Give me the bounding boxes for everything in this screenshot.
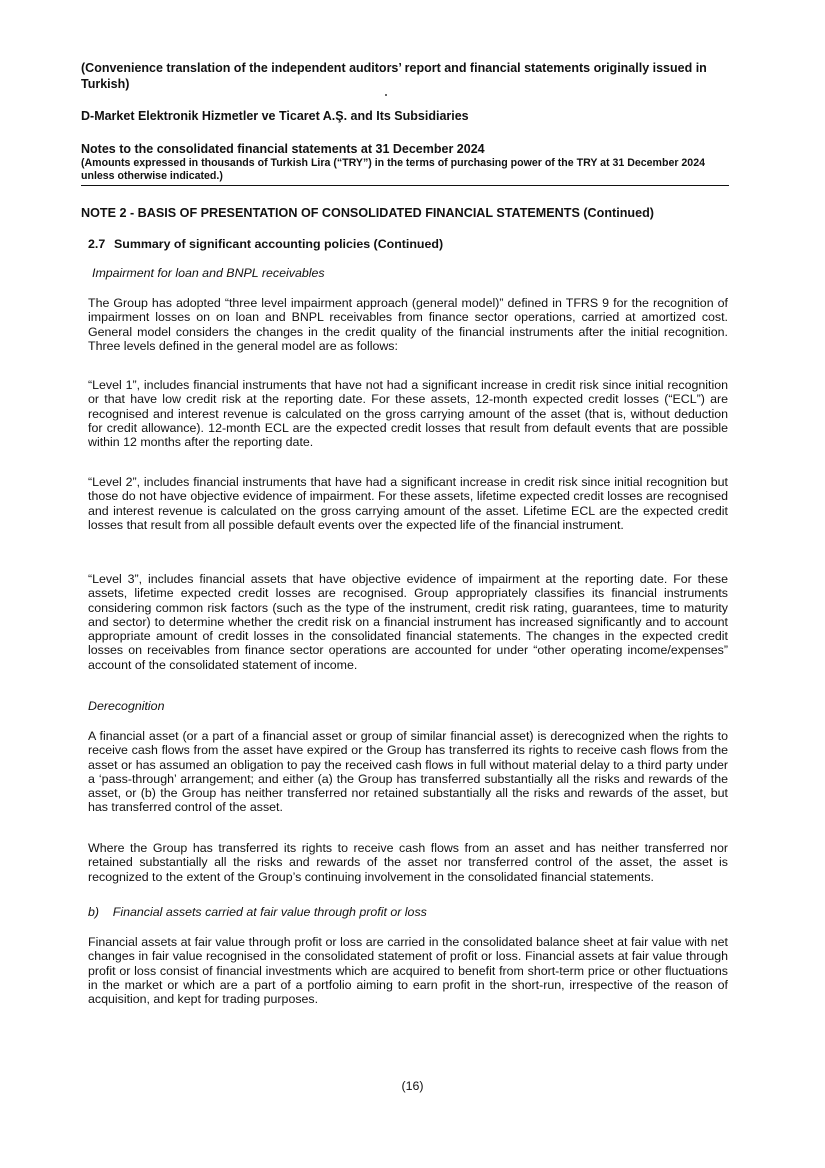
section-title: Summary of significant accounting policies (Continued) (114, 237, 444, 251)
convenience-translation-note: (Convenience translation of the independent auditors’ report and financial statements originally issued in Turkish) (81, 61, 707, 91)
paragraph-impairment-approach: The Group has adopted “three level impairment approach (general model)” defined in TFRS 9 for the recognition of impairment losses on on loan and BNPL receivables from finance sector operations, carried at amortized cost. General model considers the changes in the credit quality of the financial instruments after the initial recognition. Three levels defined in the general model are as follows: (88, 296, 728, 353)
section-heading (88, 236, 728, 252)
company-name: D-Market Elektronik Hizmetler ve Ticaret A.Ş. and Its Subsidiaries (81, 109, 469, 123)
note-title: NOTE 2 - BASIS OF PRESENTATION OF CONSOLIDATED FINANCIAL STATEMENTS (Continued) (81, 206, 655, 220)
paragraph-continuing-involvement: Where the Group has transferred its rights to receive cash flows from an asset and has neither transferred nor retained substantially all the risks and rewards of the asset nor transferred control of the asset, the asset is recognized to the extent of the Group’s continuing involvement in the consolidated financial statements. (88, 841, 728, 884)
stray-dot-mark (385, 94, 387, 96)
paragraph-level-2: “Level 2”, includes financial instruments that have had a significant increase in credit risk since initial recognition but those do not have objective evidence of impairment. For these assets, lifetime expected credit losses are recognised and interest revenue is calculated on the gross carrying amount of the asset. Lifetime ECL are the expected credit losses that result from all possible default events over the expected life of the financial instrument. (88, 475, 728, 532)
amounts-note: (Amounts expressed in thousands of Turkish Lira (“TRY”) in the terms of purchasing power of the TRY at 31 December 2024 unless otherwise indicated.) (81, 157, 705, 182)
paragraph-fvtpl: Financial assets at fair value through profit or loss are carried in the consolidated balance sheet at fair value with net changes in fair value recognised in the consolidated statement of profit or loss. Financial assets at fair value through profit or loss consist of financial investments which are acquired to benefit from short-term price or other fluctuations in the market or which are a part of a portfolio aiming to earn profit in the short-run, irrespective of the reason of acquisition, and kept for trading purposes. (88, 935, 728, 1007)
paragraph-level-3: “Level 3”, includes financial assets that have objective evidence of impairment at the reporting date. For these assets, lifetime expected credit losses are recognised. Group appropriately classifies its financial instruments considering common risk factors (such as the type of the instrument, credit risk rating, guarantees, time to maturity and sector) to determine whether the credit risk on a financial instrument has increased significantly and to account appropriate amount of credit losses in the consolidated financial statements. The changes in the expected credit losses on receivables from finance sector operations are accounted for under “other operating income/expenses” account of the consolidated statement of income. (88, 572, 728, 672)
notes-title: Notes to the consolidated financial statements at 31 December 2024 (81, 142, 485, 156)
page-number: (16) (401, 1079, 424, 1093)
paragraph-level-1: “Level 1”, includes financial instruments that have not had a significant increase in credit risk since initial recognition or that have low credit risk at the reporting date. For these assets, 12-month expected credit losses (“ECL”) are recognised and interest revenue is calculated on the gross carrying amount of the asset (that is, without deduction for credit allowance). 12-month ECL are the expected credit losses that result from default events that are possible within 12 months after the reporting date. (88, 378, 728, 450)
impairment-subheading: Impairment for loan and BNPL receivables (92, 266, 325, 280)
section-number: 2.7 (88, 237, 106, 251)
paragraph-derecognition: A financial asset (or a part of a financial asset or group of similar financial asset) is derecognized when the rights to receive cash flows from the asset have expired or the Group has transferred its rights to receive cash flows from the asset or has assumed an obligation to pay the received cash flows in full without material delay to a third party under a ‘pass-through’ arrangement; and either (a) the Group has transferred substantially all the risks and rewards of the asset, or (b) the Group has neither transferred nor retained substantially all the risks and rewards of the asset, but has transferred control of the asset. (88, 729, 728, 815)
fvtpl-subheading: b) Financial assets carried at fair value through profit or loss (88, 905, 427, 919)
derecognition-subheading: Derecognition (88, 699, 165, 713)
header-divider (81, 185, 729, 186)
